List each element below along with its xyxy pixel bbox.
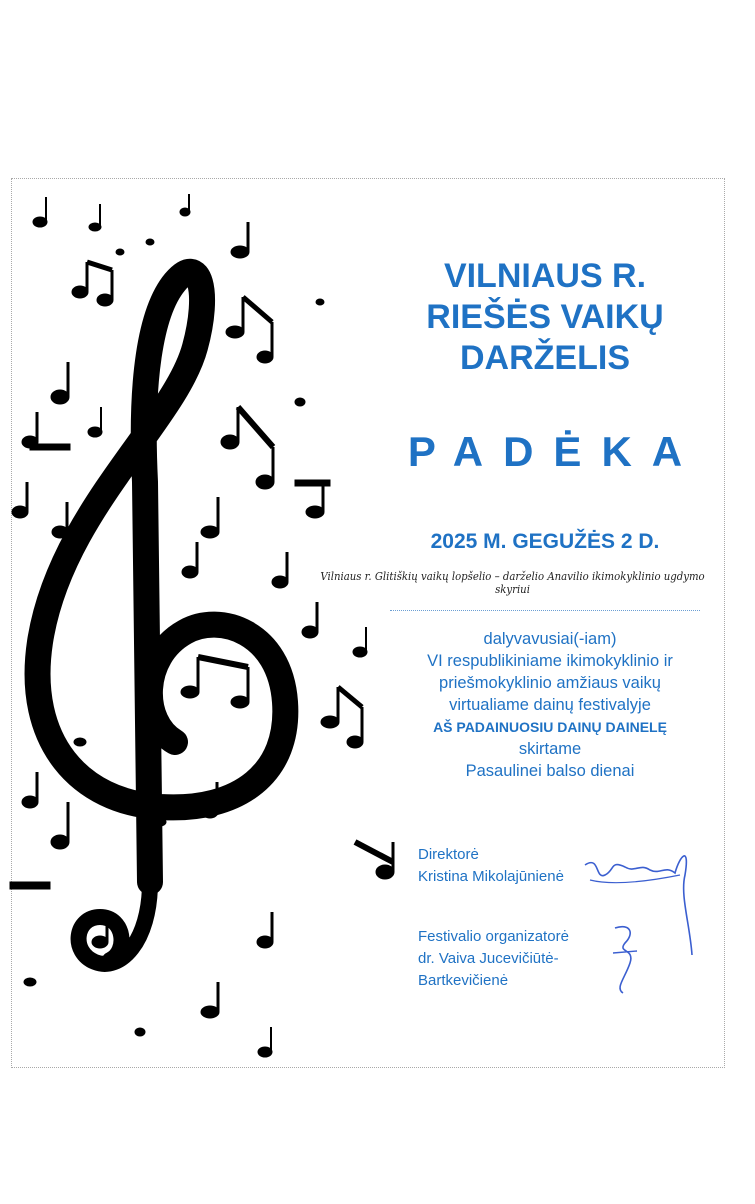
separator-line <box>390 610 700 611</box>
body-line: priešmokyklinio amžiaus vaikų <box>439 674 661 692</box>
organizer-name-line-2: Bartkevičienė <box>418 972 509 989</box>
treble-clef-art <box>0 182 400 1072</box>
recipient-name: Vilniaus r. Glitiškių vaikų lopšelio – darželio Anavilio ikimokyklinio ugdymo skyriui <box>320 570 705 596</box>
organizer-signature-scribble <box>605 918 645 998</box>
treble-clef-icon <box>38 272 286 964</box>
body-line: skirtame <box>518 740 582 758</box>
body-line: Pasaulinei balso dienai <box>465 762 635 780</box>
certificate-title: PADĖKA <box>407 428 703 475</box>
organizer-signature-block <box>418 926 569 992</box>
body-line: virtualiame dainų festivalyje <box>449 696 651 714</box>
certificate-body <box>385 628 715 782</box>
festival-name: AŠ PADAINUOSIU DAINŲ DAINELĘ <box>433 719 667 735</box>
organizer-role: Festivalio organizatorė <box>418 928 569 945</box>
director-signature-block <box>418 844 564 888</box>
body-line: dalyvavusiai(-iam) <box>483 630 617 648</box>
director-name: Kristina Mikolajūnienė <box>418 868 564 885</box>
director-role: Direktorė <box>418 846 479 863</box>
school-name-line-3: DARŽELIS <box>460 339 630 377</box>
school-name-line-2: RIEŠĖS VAIKŲ <box>426 298 664 336</box>
organizer-name-line-1: dr. Vaiva Jucevičiūtė- <box>418 950 559 967</box>
school-name-line-1: VILNIAUS R. <box>443 257 647 295</box>
certificate-date: 2025 M. GEGUŽĖS 2 D. <box>430 530 660 553</box>
school-name <box>370 256 720 379</box>
body-line: VI respublikiniame ikimokyklinio ir <box>427 652 673 670</box>
